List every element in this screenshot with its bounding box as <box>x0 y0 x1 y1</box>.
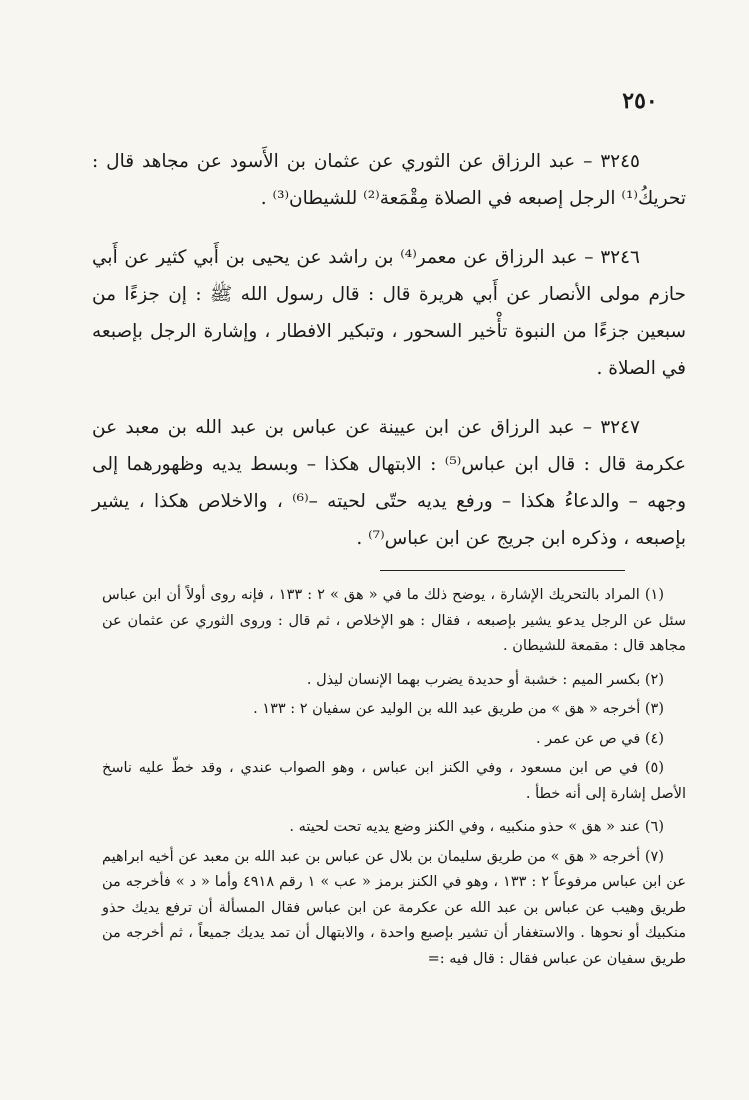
hadith-3247: ٣٢٤٧ – عبد الرزاق عن ابن عيينة عن عباس بن عبد الله بن معبد عن عكرمة قال : قال ابن عباس⁽⁵⁾ : الابتهال هكذا – وبسط يديه وظهورهما إلى وجهه – والدعاءُ هكذا – ورفع يديه حتّى لحيته –⁽⁶⁾ ، والاخلاص هكذا ، يشير بإصبعه ، وذكره ابن جريج عن ابن عباس⁽⁷⁾ . <box>92 417 686 549</box>
page-number: ٢٥٠ <box>622 88 658 114</box>
hadith-3245: ٣٢٤٥ – عبد الرزاق عن الثوري عن عثمان بن الأَسود عن مجاهد قال : تحريكُ⁽¹⁾ الرجل إصبعه في الصلاة مِقْمَعة⁽²⁾ للشيطان⁽³⁾ . <box>92 151 686 209</box>
footnote-1: (١) المراد بالتحريك الإشارة ، يوضح ذلك ما في « هق » ٢ : ١٣٣ ، فإنه روى أولاً أن ابن عباس سئل عن الرجل يدعو يشير بإصبعه ، فقال : هو الإخلاص ، ثم قال : وروى الثوري عن عثمان عن مجاهد قال : مقمعة للشيطان . <box>102 587 686 654</box>
footnote-5: (٥) في ص ابن مسعود ، وفي الكنز ابن عباس ، وهو الصواب عندي ، وقد خطّ عليه ناسخ الأصل إشارة إلى أنه خطأ . <box>102 760 686 802</box>
footnotes <box>102 583 686 980</box>
footnote-2: (٢) بكسر الميم : خشبة أو حديدة يضرب بهما الإنسان ليذل . <box>306 671 664 688</box>
hadith-3246: ٣٢٤٦ – عبد الرزاق عن معمر⁽⁴⁾ بن راشد عن يحيى بن أَبي كثير عن أَبي حازم مولى الأنصار عن أَبي هريرة قال : قال رسول الله ﷺ : إن جزءًا من سبعين جزءًا من النبوة تأْخير السحور ، وتبكير الافطار ، وإشارة الرجل بإصبعه في الصلاة . <box>92 247 686 379</box>
main-text <box>92 143 686 579</box>
footnote-divider <box>380 570 625 571</box>
footnote-3: (٣) أخرجه « هق » من طريق عبد الله بن الوليد عن سفيان ٢ : ١٣٣ . <box>253 701 664 717</box>
footnote-6: (٦) عند « هق » حذو منكبيه ، وفي الكنز وضع يديه تحت لحيته . <box>289 819 664 835</box>
footnote-4: (٤) في ص عن عمر . <box>535 730 664 747</box>
footnote-7: (٧) أخرجه « هق » من طريق سليمان بن بلال عن عباس بن عبد الله بن معبد عن أخيه ابراهيم عن ابن عباس مرفوعاً ٢ : ١٣٣ ، وهو في الكنز برمز « عب » ١ رقم ٤٩١٨ وأما « د » فأخرجه من طريق وهيب عن عباس بن عبد الله عن عكرمة عن ابن عباس فقال المسألة أن ترفع يديك حذو منكبيك أو نحوها . والاستغفار أن تشير بإصبع واحدة ، والابتهال أن تمد يديك جميعاً ، ثم أخرجه من طريق سفيان عن عباس فقال : قال فيه := <box>102 848 686 967</box>
